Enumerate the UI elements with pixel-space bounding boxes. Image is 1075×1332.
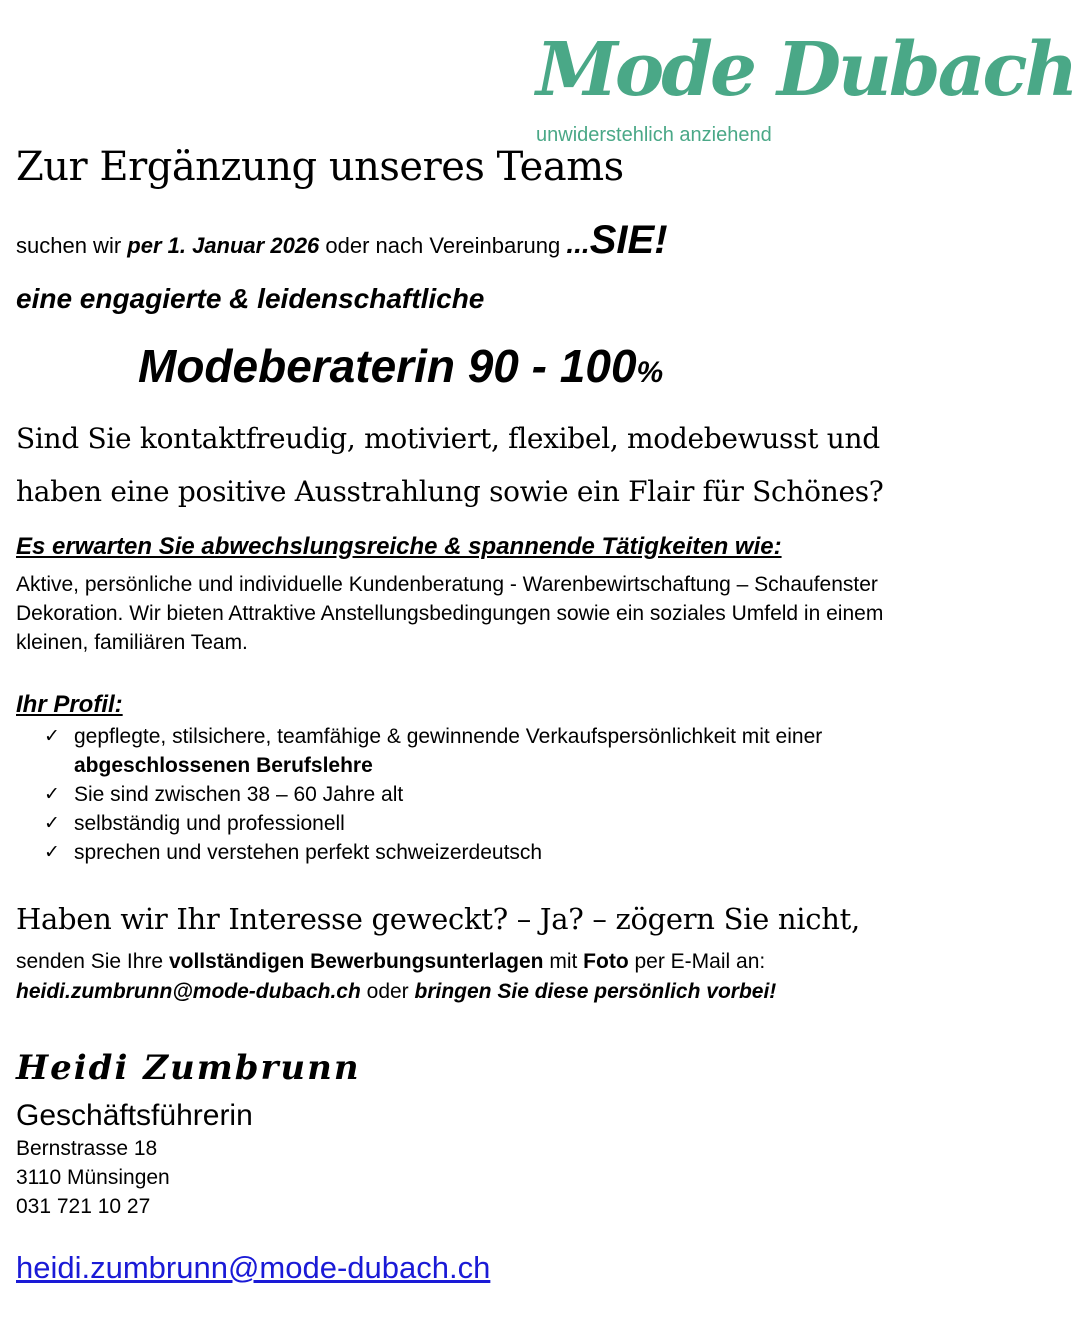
signature [16, 1040, 376, 1096]
apply-photo: Foto [583, 950, 629, 973]
address-city: 3110 Münsingen [16, 1166, 170, 1189]
contact-role: Geschäftsführerin [16, 1099, 253, 1132]
signature-text: Heidi Zumbrunn [16, 1048, 361, 1088]
apply-part3: per E-Mail an: [628, 950, 766, 973]
profile-heading: Ihr Profil: [16, 691, 123, 718]
apply-paragraph [16, 947, 916, 1007]
apply-part4: oder [360, 980, 415, 1003]
contact-address [16, 1134, 170, 1221]
intro-line [16, 214, 668, 272]
apply-email: heidi.zumbrunn@mode-dubach.ch [16, 980, 361, 1003]
interest-line: Haben wir Ihr Interesse geweckt? – Ja? – zögern Sie nicht, [16, 902, 860, 936]
list-item-text: selbständig und professionell [74, 812, 345, 835]
list-item [44, 809, 904, 838]
address-street: Bernstrasse 18 [16, 1137, 158, 1160]
logo-tagline: unwiderstehlich anziehend [536, 124, 772, 146]
list-item [44, 780, 904, 809]
intro-middle: oder nach Vereinbarung [319, 233, 567, 258]
page-heading: Zur Ergänzung unseres Teams [16, 144, 624, 190]
job-title [138, 336, 663, 403]
list-item [44, 722, 904, 780]
apply-part1: senden Sie Ihre [16, 950, 169, 973]
email-link[interactable]: heidi.zumbrunn@mode-dubach.ch [16, 1250, 491, 1285]
list-item-text: Sie sind zwischen 38 – 60 Jahre alt [74, 783, 404, 806]
profile-list [44, 722, 904, 867]
logo-wordmark: Mode Dubach [536, 27, 1075, 113]
intro-emphasis: SIE! [589, 218, 668, 262]
checkmark-icon: ✓ [44, 783, 60, 805]
subheading: eine engagierte & leidenschaftliche [16, 283, 485, 314]
intro-question: Sind Sie kontaktfreudig, motiviert, flexibel, modebewusst und haben eine positive Ausstrahlung sowie ein Flair für Schönes? [16, 422, 884, 508]
address-phone: 031 721 10 27 [16, 1195, 151, 1218]
checkmark-icon: ✓ [44, 812, 60, 834]
list-item-text: sprechen und verstehen perfekt schweizerdeutsch [74, 841, 543, 864]
tasks-body: Aktive, persönliche und individuelle Kundenberatung - Warenbewirtschaftung – Schaufenster Dekoration. Wir bieten Attraktive Anstellungsbedingungen sowie ein soziales Umfeld in einem kleinen, familiären Team. [16, 573, 884, 654]
intro-dots: ... [566, 228, 590, 259]
company-logo [536, 27, 1075, 150]
tasks-heading: Es erwarten Sie abwechslungsreiche & spannende Tätigkeiten wie: [16, 533, 782, 560]
list-item [44, 838, 904, 867]
apply-in-person: bringen Sie diese persönlich vorbei! [414, 980, 777, 1003]
job-title-main: Modeberaterin 90 - 100 [138, 340, 637, 392]
start-date: per 1. Januar 2026 [127, 233, 320, 258]
apply-documents: vollständigen Bewerbungsunterlagen [168, 950, 544, 973]
list-item-bold: abgeschlossenen Berufslehre [74, 754, 373, 777]
checkmark-icon: ✓ [44, 841, 60, 863]
apply-part2: mit [543, 950, 584, 973]
job-title-percent: % [636, 356, 664, 389]
list-item-text: gepflegte, stilsichere, teamfähige & gewinnende Verkaufspersönlichkeit mit einer [74, 725, 823, 748]
intro-prefix: suchen wir [16, 233, 128, 258]
checkmark-icon: ✓ [44, 725, 60, 747]
